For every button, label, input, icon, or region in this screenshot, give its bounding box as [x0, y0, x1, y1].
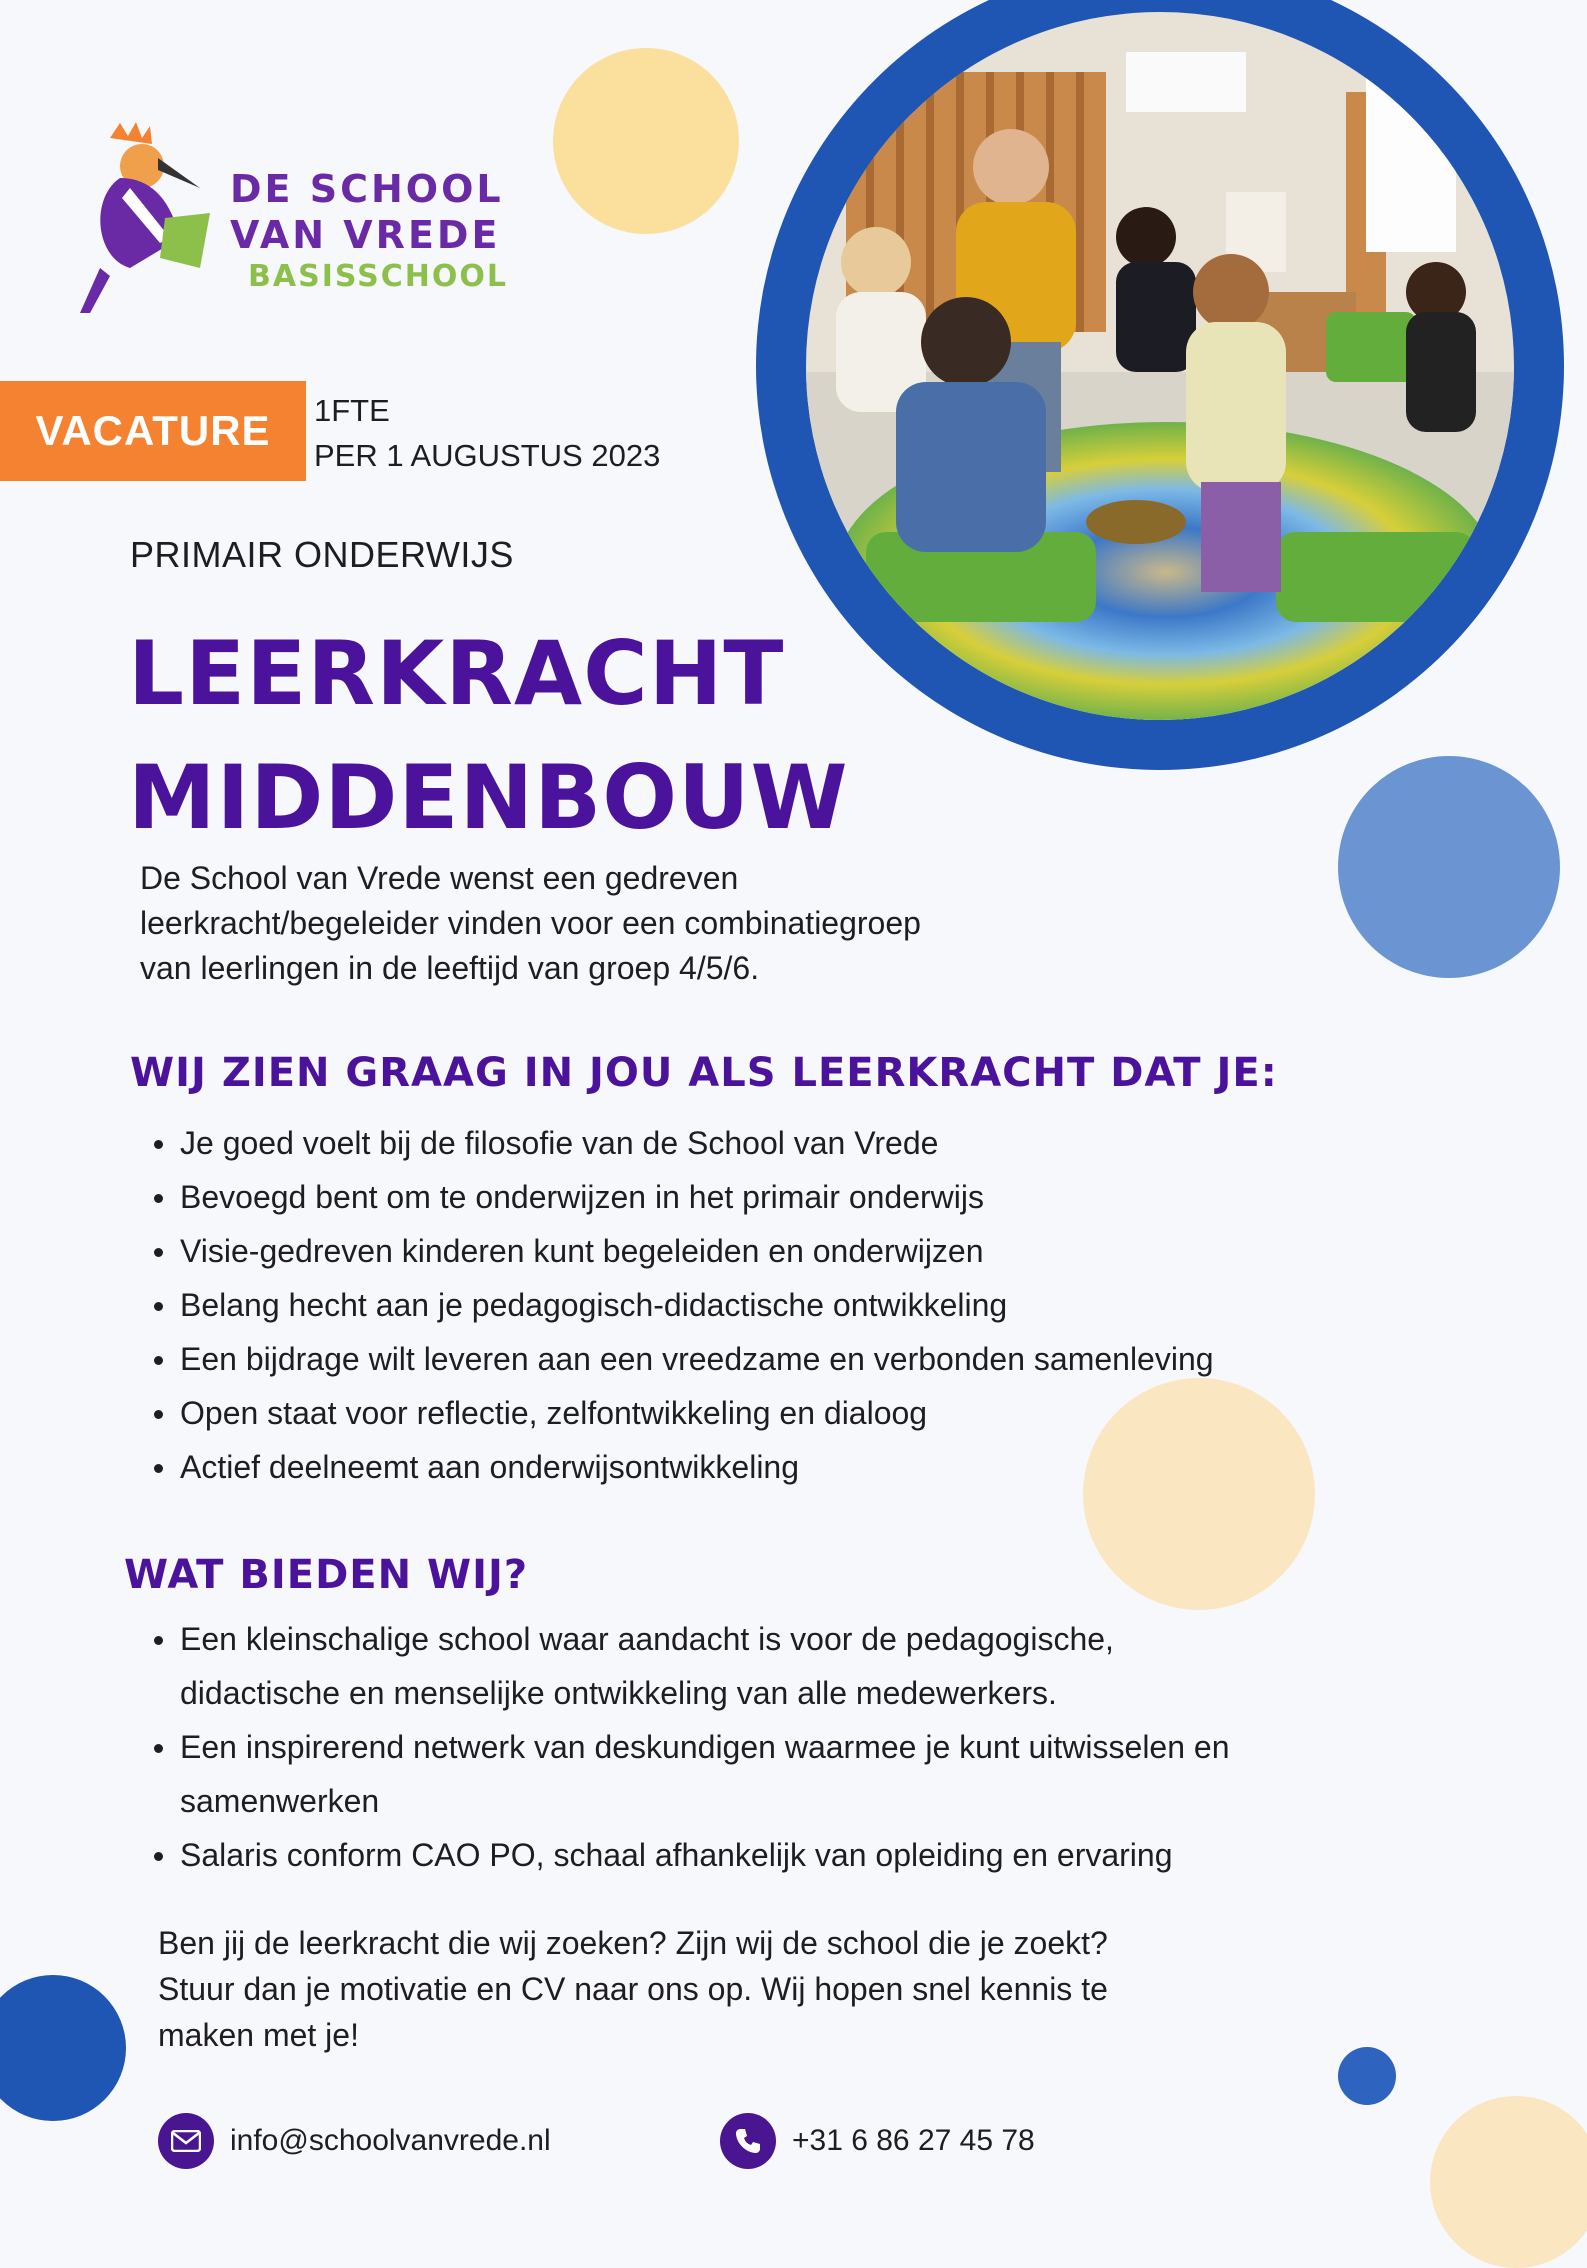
decor-circle-blue-bottom-left — [0, 1975, 126, 2121]
list-item-line: samenwerken — [180, 1783, 380, 1819]
intro-line: leerkracht/begeleider vinden voor een combinatiegroep — [140, 905, 921, 941]
title-line-2: MIDDENBOUW — [128, 746, 849, 849]
logo-line-1: DE SCHOOL — [230, 167, 504, 211]
closing-paragraph — [158, 1920, 1358, 2058]
decor-circle-yellow-bottom-right — [1430, 2096, 1587, 2268]
list-item-line: Salaris conform CAO PO, schaal afhankelijk van opleiding en ervaring — [180, 1837, 1173, 1873]
classroom-scene-image — [806, 12, 1514, 720]
school-logo-text — [230, 167, 508, 294]
list-item — [150, 1612, 1490, 1720]
vacancy-meta — [314, 388, 660, 478]
list-item: Een bijdrage wilt leveren aan een vreedzame en verbonden samenleving — [150, 1332, 1450, 1386]
vacature-badge: VACATURE — [0, 381, 306, 481]
intro-paragraph — [140, 856, 1140, 991]
logo-bird-icon — [50, 118, 230, 318]
email-contact[interactable] — [158, 2113, 551, 2169]
offer-list — [150, 1612, 1490, 1882]
profile-heading: WIJ ZIEN GRAAG IN JOU ALS LEERKRACHT DAT JE: — [130, 1050, 1278, 1096]
list-item: Actief deelneemt aan onderwijsontwikkeling — [150, 1440, 1450, 1494]
phone-link[interactable]: +31 6 86 27 45 78 — [792, 2124, 1035, 2157]
list-item: Bevoegd bent om te onderwijzen in het primair onderwijs — [150, 1170, 1450, 1224]
vacancy-start-date: PER 1 AUGUSTUS 2023 — [314, 438, 661, 473]
list-item-line: Een kleinschalige school waar aandacht is voor de pedagogische, — [180, 1621, 1114, 1657]
logo-line-2: VAN VREDE — [230, 213, 501, 257]
intro-line: van leerlingen in de leeftijd van groep 4/5/6. — [140, 950, 760, 986]
phone-contact[interactable] — [720, 2113, 1035, 2169]
mail-icon — [158, 2113, 214, 2169]
logo-line-3: BASISSCHOOL — [248, 259, 508, 294]
decor-circle-yellow-top — [553, 48, 739, 234]
page-title — [128, 612, 849, 860]
intro-line: De School van Vrede wenst een gedreven — [140, 860, 739, 896]
sector-label: PRIMAIR ONDERWIJS — [130, 534, 514, 575]
decor-circle-blue-right — [1338, 756, 1560, 978]
closing-line: maken met je! — [158, 2017, 359, 2053]
offer-heading: WAT BIEDEN WIJ? — [124, 1552, 529, 1598]
list-item-line: Een inspirerend netwerk van deskundigen waarmee je kunt uitwisselen en — [180, 1729, 1230, 1765]
list-item: Je goed voelt bij de filosofie van de School van Vrede — [150, 1116, 1450, 1170]
email-link[interactable]: info@schoolvanvrede.nl — [230, 2124, 551, 2157]
closing-line: Ben jij de leerkracht die wij zoeken? Zijn wij de school die je zoekt? — [158, 1925, 1108, 1961]
list-item: Visie-gedreven kinderen kunt begeleiden en onderwijzen — [150, 1224, 1450, 1278]
vacancy-fte: 1FTE — [314, 393, 390, 428]
closing-line: Stuur dan je motivatie en CV naar ons op. Wij hopen snel kennis te — [158, 1971, 1108, 2007]
profile-list — [150, 1116, 1450, 1494]
list-item-line: didactische en menselijke ontwikkeling van alle medewerkers. — [180, 1675, 1057, 1711]
title-line-1: LEERKRACHT — [128, 622, 785, 725]
list-item: Open staat voor reflectie, zelfontwikkeling en dialoog — [150, 1386, 1450, 1440]
list-item: Belang hecht aan je pedagogisch-didactische ontwikkeling — [150, 1278, 1450, 1332]
classroom-photo — [806, 12, 1514, 720]
list-item — [150, 1720, 1490, 1828]
phone-icon — [720, 2113, 776, 2169]
list-item — [150, 1828, 1490, 1882]
